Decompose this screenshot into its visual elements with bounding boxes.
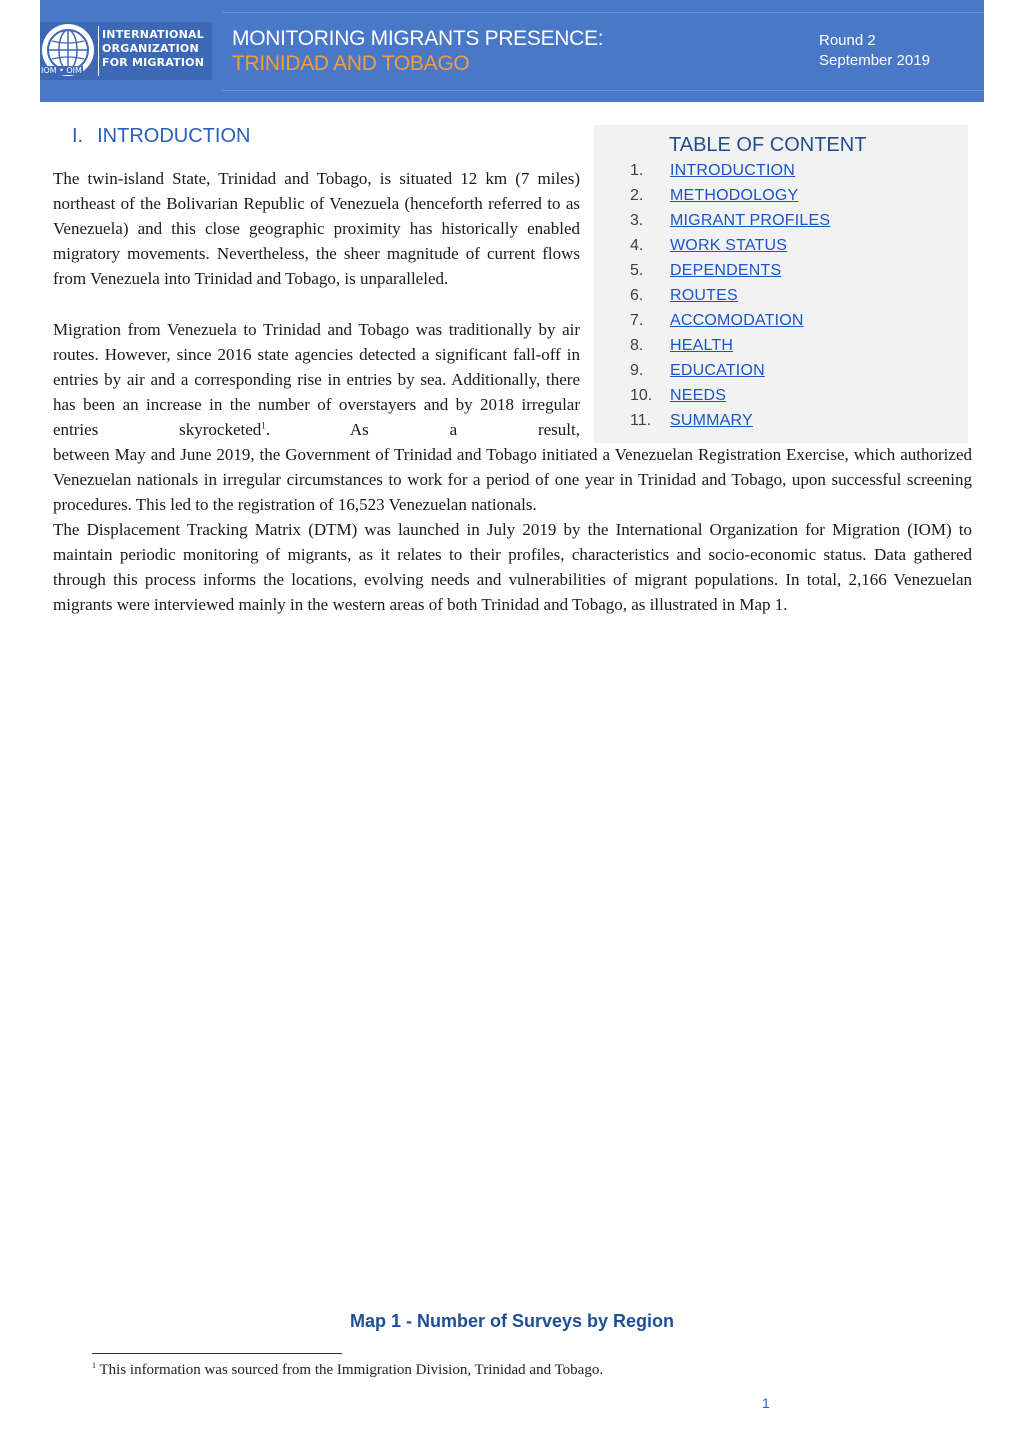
toc-link-routes[interactable]: ROUTES	[670, 287, 738, 304]
intro-paragraph-2-tail: . As a result,	[265, 420, 580, 439]
toc-link-health[interactable]: HEALTH	[670, 337, 734, 354]
footnote-reference[interactable]: 1	[261, 420, 266, 431]
report-title: MONITORING MIGRANTS PRESENCE:	[232, 27, 604, 50]
toc-link-needs[interactable]: NEEDS	[670, 387, 727, 404]
intro-paragraph-2-start	[53, 317, 580, 442]
toc-item	[630, 258, 830, 283]
toc-link-accomodation[interactable]: ACCOMODATION	[670, 312, 804, 329]
page-number: 1	[762, 1395, 770, 1411]
footnote-marker: 1	[92, 1361, 96, 1370]
banner-divider-top	[222, 12, 984, 13]
footnote-text: This information was sourced from the Immigration Division, Trinidad and Tobago.	[96, 1362, 604, 1378]
toc-item-number: 5.	[630, 262, 644, 279]
toc-item	[630, 183, 830, 208]
toc-link-introduction[interactable]: INTRODUCTION	[670, 162, 796, 179]
report-country: TRINIDAD AND TOBAGO	[232, 52, 470, 75]
toc-item-number: 11.	[630, 412, 652, 429]
toc-link-methodology[interactable]: METHODOLOGY	[670, 187, 799, 204]
map-caption: Map 1 - Number of Surveys by Region	[349, 1311, 675, 1331]
header-banner	[40, 0, 984, 102]
toc-item-number: 3.	[630, 212, 644, 229]
toc-item	[630, 408, 830, 433]
toc-item	[630, 308, 830, 333]
toc-item-number: 2.	[630, 187, 644, 204]
toc-item	[630, 333, 830, 358]
logo-line-1: INTERNATIONAL	[102, 28, 204, 41]
section-number: I.	[72, 125, 84, 147]
logo-separator	[98, 26, 99, 76]
iom-logo	[40, 22, 212, 80]
toc-link-summary[interactable]: SUMMARY	[670, 412, 753, 429]
logo-line-2: ORGANIZATION	[102, 42, 199, 55]
toc-item	[630, 158, 830, 183]
section-heading-introduction	[72, 125, 250, 148]
toc-item-number: 10.	[630, 387, 653, 404]
toc-title: TABLE OF CONTENT	[669, 134, 867, 156]
intro-paragraph-2-continued: between May and June 2019, the Government of Trinidad and Tobago initiated a Venezuelan Registration Exercise, which authorized Venezuelan nationals in irregular circumstances to work for a period of one year in Trinidad and Tobago, upon successful screening procedures. This led to the registration of 16,523 Venezuelan nationals.	[53, 445, 972, 514]
toc-item-number: 6.	[630, 287, 644, 304]
report-round: Round 2	[819, 32, 876, 49]
toc-link-work-status[interactable]: WORK STATUS	[670, 237, 788, 254]
table-of-contents	[594, 125, 968, 443]
toc-item-number: 8.	[630, 337, 644, 354]
toc-item	[630, 283, 830, 308]
toc-item-number: 7.	[630, 312, 644, 329]
banner-divider-bottom	[222, 90, 984, 91]
report-date: September 2019	[819, 52, 930, 69]
logo-line-3: FOR MIGRATION	[102, 56, 205, 69]
footnote-divider	[92, 1353, 342, 1354]
toc-link-education[interactable]: EDUCATION	[670, 362, 765, 379]
toc-item-number: 1.	[630, 162, 644, 179]
intro-paragraph-3: The Displacement Tracking Matrix (DTM) was launched in July 2019 by the International Organization for Migration (IOM) to maintain periodic monitoring of migrants, as it relates to their profiles, characteristics and socio-economic status. Data gathered through this process informs the locations, evolving needs and vulnerabilities of migrant populations. In total, 2,166 Venezuelan migrants were interviewed mainly in the western areas of both Trinidad and Tobago, as illustrated in Map 1.	[53, 520, 972, 614]
toc-item-number: 9.	[630, 362, 644, 379]
toc-item	[630, 208, 830, 233]
logo-subtext: IOM • OIM	[41, 66, 82, 75]
toc-link-dependents[interactable]: DEPENDENTS	[670, 262, 782, 279]
toc-item	[630, 383, 830, 408]
intro-paragraph-1: The twin-island State, Trinidad and Tobago, is situated 12 km (7 miles) northeast of the Bolivarian Republic of Venezuela (henceforth referred to as Venezuela) and this close geographic proximity has historically enabled migratory movements. Nevertheless, the sheer magnitude of current flows from Venezuela into Trinidad and Tobago, is unparalleled.	[53, 169, 580, 288]
section-title: INTRODUCTION	[97, 125, 251, 147]
footnote	[92, 1362, 603, 1379]
intro-paragraph-2-text: Migration from Venezuela to Trinidad and Tobago was traditionally by air routes. However, since 2016 state agencies detected a significant fall-off in entries by air and a corresponding rise in entries by sea. Additionally, there has been an increase in the number of overstayers and by 2018 irregular entries skyrocketed	[53, 320, 580, 439]
toc-item-number: 4.	[630, 237, 644, 254]
toc-item	[630, 233, 830, 258]
toc-list	[630, 158, 830, 433]
logo-wordmark	[102, 28, 204, 70]
toc-item	[630, 358, 830, 383]
toc-link-migrant-profiles[interactable]: MIGRANT PROFILES	[670, 212, 831, 229]
